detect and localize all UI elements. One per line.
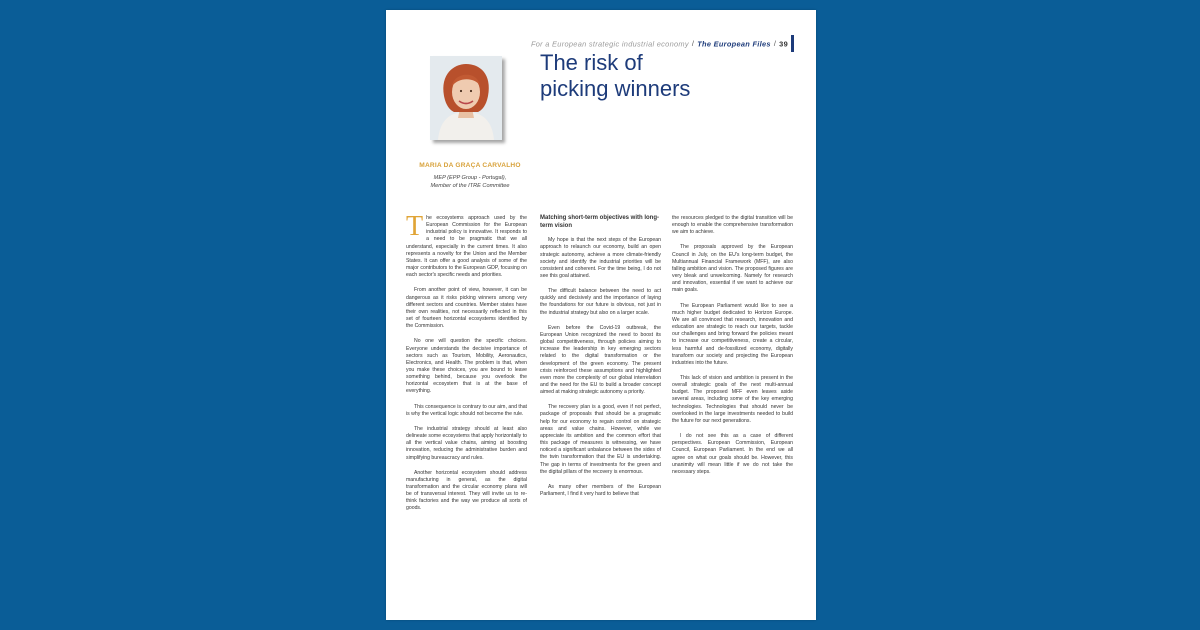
- author-portrait-illustration: [430, 56, 502, 140]
- title-line-2: picking winners: [540, 76, 691, 101]
- publication-name: The European Files: [697, 39, 771, 49]
- header-separator: /: [691, 39, 695, 49]
- author-role-line-2: Member of the ITRE Committee: [430, 183, 510, 189]
- author-photo: [430, 56, 502, 140]
- text-column-2: [540, 215, 661, 506]
- text-column-3: [672, 215, 793, 484]
- section-heading: Matching short-term objectives with long-term vision: [540, 215, 660, 229]
- title-line-1: The risk of: [540, 50, 643, 75]
- paragraph: My hope is that the next steps of the European approach to relaunch our economy, build an open strategic autonomy, achieve a more climate-friendly society and identify the industrial priorities will be consistent and coherent. For the time being, I do not see this goal attained.: [540, 237, 661, 279]
- drop-cap: T: [406, 211, 424, 242]
- article-title: [540, 50, 760, 102]
- paragraph: As many other members of the European Parliament, I find it very hard to believe that: [540, 483, 661, 498]
- paragraph: This lack of vision and ambition is present in the overall strategic goals of the next multi-annual budget. The proposed MFF even leaves aside several areas, including some of the key emerging technologies. Technologies that should never be overlooked in the large investments needed to build the future for our next generations.: [672, 374, 793, 424]
- paragraph: This consequence is contrary to our aim, and that is why the vertical logic should not become the rule.: [406, 403, 527, 417]
- author-role: [406, 174, 534, 190]
- paragraph: The European Parliament would like to see a much higher budget dedicated to Horizon Europe. We are all convinced that research, innovation and education are strategic to reach our targets, tackle our challenges and bring forward the policies meant to increase our competitiveness, create a circular, less harmful and de-fossilized economy, digitally transform our society and projecting the European industries into the future.: [672, 302, 793, 366]
- paragraph: From another point of view, however, it can be dangerous as it risks picking winners among very different sectors and countries. Member states have their own realities, not necessarily reflected in this set of fourteen horizontal ecosystems identified by the Commission.: [406, 287, 527, 330]
- paragraph: The recovery plan is a good, even if not perfect, package of proposals that should be a pragmatic help for our economy to regain control on strategic areas and value chains. However, while we appreciate its ambition and the common effort that this package of measures is witnessing, we have noticed a significant unbalance between the sides of the twin transformation that the EU is undertaking. The gap in terms of investments for the green and the digital pillars of the recovery is enormous.: [540, 404, 661, 475]
- paragraph: Another horizontal ecosystem should address manufacturing in general, as the digital transformation and the circular economy plans will be of transversal interest. They will invite us to re-think factories and the way we produce all sorts of goods.: [406, 469, 527, 512]
- paragraph: I do not see this as a case of different perspectives. European Commission, European Council, European Parliament. In the end we all agree on what our goals should be. However, this unanimity will mean little if we do not take the necessary steps.: [672, 433, 793, 475]
- magazine-page: [386, 10, 816, 620]
- header-tagline: For a European strategic industrial economy: [530, 39, 689, 49]
- author-role-line-1: MEP (EPP Group - Portugal),: [433, 175, 507, 181]
- author-name: MARIA DA GRAÇA CARVALHO: [419, 162, 521, 169]
- paragraph: The difficult balance between the need to act quickly and decisively and the importance of laying the foundations for our future is obvious, not just in the industrial strategy but also on a larger scale.: [540, 288, 661, 316]
- paragraph: The proposals approved by the European Council in July, on the EU's long-term budget, the Multiannual Financial Framework (MFF), are also falling ambition and vision. The proposed figures are very bleak and unwelcoming. Namely for research and innovation, essential if we want to achieve our main goals.: [672, 244, 793, 294]
- paragraph: No one will question the specific choices. Everyone understands the decisive importance of sectors such as Tourism, Mobility, Aeronautics, Electronics, and Health. The problem is that, when you make these choices, you are bound to leave something behind, because you overlook the horizontal ecosystem that is at the base of everything.: [406, 338, 527, 395]
- header-accent-bar: [791, 35, 794, 52]
- paragraph: the resources pledged to the digital transition will be enough to enable the comprehensive transformation we aim to achieve.: [672, 215, 793, 236]
- paragraph: The ecosystems approach used by the European Commission for the European industrial policy is innovative. It responds to a need to be pragmatic that we all understand, especially in the current times. It also represents a novelty for the Union and the Member States. It can offer a good analysis of some of the major contributors to the European GDP, focusing on each sector's specific needs and priorities.: [406, 211, 527, 279]
- paragraph: Even before the Covid-19 outbreak, the European Union recognized the need to boost its global competitiveness, through policies aiming to increase the leadership in key emerging sectors related to the digital transformation or the development of the green economy. The present crisis reinforced these assumptions and highlighted even more the complexity of our global interrelation and the need for the EU to build a broader concept aimed at making strategic autonomy a priority.: [540, 324, 661, 396]
- text-column-1: [406, 211, 527, 521]
- page-number: 39: [779, 39, 788, 49]
- header-separator: /: [773, 39, 777, 49]
- paragraph: The industrial strategy should at least also delineate some ecosystems that apply horizontally to all the vertical value chains, aiming at boosting innovation, reducing the administrative burden and simplifying bureaucracy and rules.: [406, 425, 527, 461]
